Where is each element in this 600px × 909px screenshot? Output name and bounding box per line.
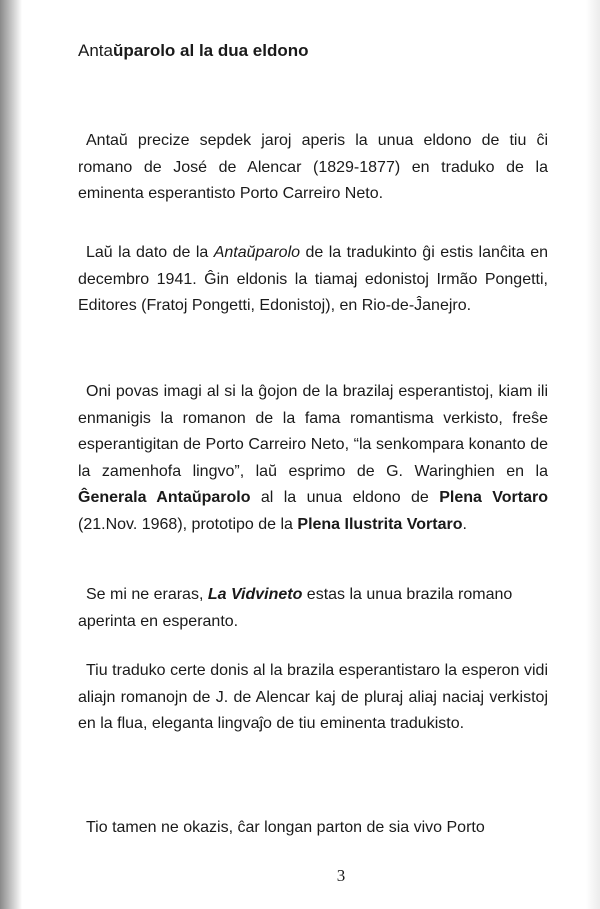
paragraph-2-italic: Antaŭparolo xyxy=(213,244,301,261)
paragraph-5: Tiu traduko certe donis al la brazila esperantistaro la esperon vidi aliajn romanojn de J. de Alencar kaj de pluraj aliaj naciaj verkistoj en la flua, eleganta lingvaĵo de tiu eminenta tradukisto. xyxy=(78,662,548,732)
paragraph-3-bold-c: Plena Ilustrita Vortaro xyxy=(297,515,463,533)
paragraph-3-text-a: Oni povas imagi al si la ĝojon de la brazilaj esperantistoj, kiam ili enmanigis la romanon de la fama romantisma verkisto, freŝe esperantigitan de Porto Carreiro Neto, “la senkompara konanto de la zamenhofa lingvo”, laŭ esprimo de G. Waringhien en la xyxy=(78,383,548,480)
paragraph-2-text-b: de la tradukinto ĝi estis lanĉita en decembro 1941. Ĝin eldonis la tiamaj edonistoj Irmão Pongetti, Editores (Fratoj Pongetti, Edonistoj), en Rio-de-Ĵanejro. xyxy=(78,244,549,314)
paragraph-2 xyxy=(78,240,548,320)
page-gutter-shadow xyxy=(0,0,22,909)
paragraph-3-text-c: (21.Nov. 1968), prototipo de la xyxy=(78,515,298,533)
paragraph-3-text-b: al la unua eldono de xyxy=(250,489,440,506)
paragraph-3-bold-a: Ĝenerala Antaŭparolo xyxy=(78,489,251,506)
heading-regular: Anta xyxy=(78,41,113,60)
book-page xyxy=(78,0,548,909)
page-edge xyxy=(586,0,600,909)
paragraph-3-text-d: . xyxy=(462,515,467,533)
paragraph-1: Antaŭ precize sepdek jaroj aperis la unua eldono de tiu ĉi romano de José de Alencar (1829-1877) en traduko de la eminenta esperantisto Porto Carreiro Neto. xyxy=(78,132,548,202)
paragraph-4-title: La Vidvineto xyxy=(207,586,303,603)
paragraph-6: Tio tamen ne okazis, ĉar longan parton de sia vivo Porto xyxy=(86,819,485,836)
paragraph-3 xyxy=(78,379,548,538)
paragraph-4-text-a: Se mi ne eraras, xyxy=(86,586,208,603)
page-number: 3 xyxy=(336,866,346,885)
paragraph-3-bold-b: Plena Vortaro xyxy=(439,489,549,506)
paragraph-4-text-b: estas la unua brazila romano aperinta en esperanto. xyxy=(78,586,513,630)
paragraph-4 xyxy=(78,582,548,635)
paragraph-2-text-a: Laŭ la dato de la xyxy=(86,244,214,261)
chapter-heading xyxy=(78,40,309,62)
heading-bold: ŭparolo al la dua eldono xyxy=(112,41,309,60)
